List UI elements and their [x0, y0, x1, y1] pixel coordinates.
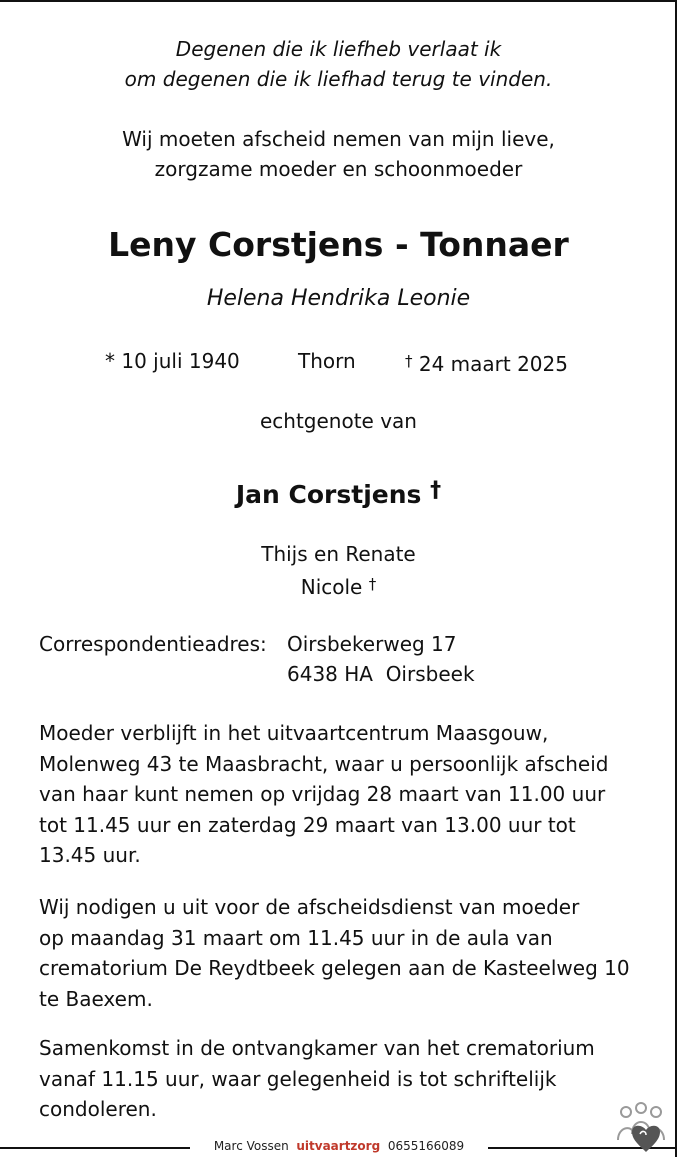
service-paragraph — [39, 892, 630, 1014]
visitation-line: van haar kunt nemen op vrijdag 28 maart van 11.00 uur — [39, 782, 606, 806]
deceased-name: Leny Corstjens - Tonnaer — [108, 225, 569, 264]
quote-line-1: Degenen die ik liefheb verlaat ik — [175, 37, 502, 61]
service-line: Wij nodigen u uit voor de afscheidsdienst van moeder — [39, 895, 580, 919]
address-street: Oirsbekerweg 17 — [287, 632, 457, 656]
cross-icon: † — [430, 478, 442, 503]
visitation-line: Moeder verblijft in het uitvaartcentrum Maasgouw, — [39, 721, 549, 745]
cross-icon: † — [405, 352, 413, 370]
service-line: te Baexem. — [39, 986, 153, 1011]
service-line: crematorium De Reydtbeek gelegen aan de Kasteelweg 10 — [39, 956, 630, 980]
death-date-line — [405, 346, 568, 379]
visitation-line: Molenweg 43 te Maasbracht, waar u persoonlijk afscheid — [39, 751, 609, 776]
director-name: Marc Vossen — [213, 1139, 289, 1153]
director-brand: uitvaartzorg — [296, 1139, 381, 1153]
spouse-relation: echtgenote van — [259, 409, 417, 433]
director-phone: 0655166089 — [387, 1139, 465, 1153]
address-city: 6438 HA Oirsbeek — [287, 662, 475, 686]
service-line: op maandag 31 maart om 11.45 uur in de aula van — [39, 925, 553, 950]
funeral-director-footer — [190, 1138, 488, 1154]
gathering-paragraph — [39, 1033, 595, 1125]
birth-date: * 10 juli 1940 — [105, 349, 240, 373]
children-line-1: Thijs en Renate — [261, 542, 416, 566]
gathering-line: condoleren. — [39, 1097, 157, 1121]
child-name: Nicole — [300, 575, 363, 599]
gathering-line: vanaf 11.15 uur, waar gelegenheid is tot schriftelijk — [39, 1066, 557, 1091]
birth-place: Thorn — [298, 349, 356, 373]
visitation-line: tot 11.45 uur en zaterdag 29 maart van 13.00 uur tot — [39, 812, 576, 837]
visitation-paragraph — [39, 718, 608, 871]
opening-quote — [0, 34, 677, 94]
spouse-name: Jan Corstjens — [235, 480, 422, 509]
cross-icon: † — [368, 575, 377, 593]
visitation-line: 13.45 uur. — [39, 843, 141, 867]
gathering-line: Samenkomst in de ontvangkamer van het crematorium — [39, 1036, 595, 1060]
death-date: 24 maart 2025 — [418, 352, 568, 376]
footer-rule-left — [0, 1147, 190, 1149]
people-heart-icon — [612, 1100, 674, 1155]
children — [0, 539, 677, 602]
deceased-given-names: Helena Hendrika Leonie — [206, 286, 471, 311]
children-line-2 — [0, 569, 677, 602]
intro-line-1: Wij moeten afscheid nemen van mijn lieve, — [122, 127, 555, 151]
address-label: Correspondentieadres: — [39, 632, 267, 656]
intro-line-2: zorgzame moeder en schoonmoeder — [154, 157, 523, 181]
spouse-line — [0, 474, 677, 512]
quote-line-2: om degenen die ik liefhad terug te vinden. — [124, 67, 553, 91]
intro-text — [0, 124, 677, 184]
